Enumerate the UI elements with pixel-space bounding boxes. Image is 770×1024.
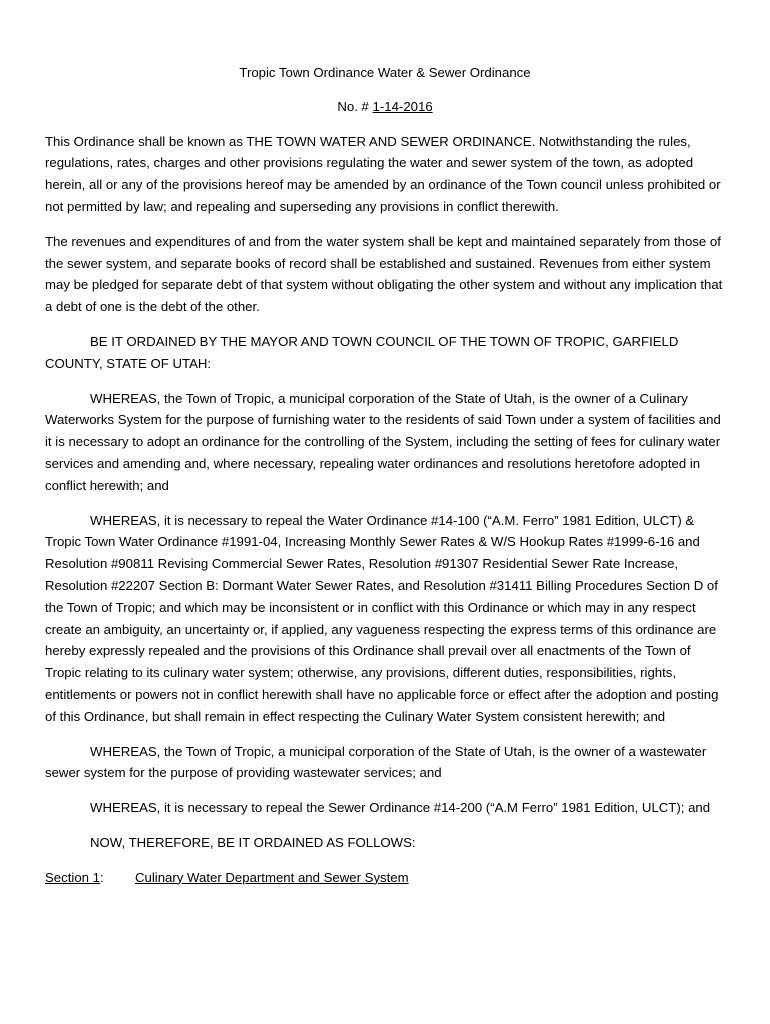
ordinance-number bbox=[45, 96, 725, 118]
paragraph-now-therefore: NOW, THEREFORE, BE IT ORDAINED AS FOLLOWS: bbox=[90, 834, 416, 850]
paragraph-ordained-by: BE IT ORDAINED BY THE MAYOR AND TOWN COUNCIL OF THE TOWN OF TROPIC, GARFIELD COUNTY, STATE OF UTAH: bbox=[45, 333, 679, 371]
paragraph-revenues: The revenues and expenditures of and from the water system shall be kept and maintained separately from those of the sewer system, and separate books of record shall be established and sustained. Revenues from either system may be pledged for separate debt of that system without obligating the other system and without any implication that a debt of one is the debt of the other. bbox=[45, 233, 723, 315]
section-label-wrap bbox=[45, 867, 135, 889]
paragraph-short-title: This Ordinance shall be known as THE TOWN WATER AND SEWER ORDINANCE. Notwithstanding the rules, regulations, rates, charges and other provisions regulating the water and sewer system of the town, as adopted herein, all or any of the provisions hereof may be amended by an ordinance of the Town council unless prohibited or not permitted by law; and repealing and superseding any provisions in conflict therewith. bbox=[45, 133, 721, 214]
paragraph-whereas-culinary: WHEREAS, the Town of Tropic, a municipal corporation of the State of Utah, is the owner of a Culinary Waterworks System for the purpose of furnishing water to the residents of said Town under a system of facilities and it is necessary to adopt an ordinance for the controlling of the System, including the setting of fees for culinary water services and amending and, where necessary, repealing water ordinances and resolutions heretofore adopted in conflict herewith; and bbox=[45, 390, 721, 493]
section-title: Culinary Water Department and Sewer System bbox=[135, 869, 409, 885]
section-label: Section 1 bbox=[45, 869, 100, 885]
section-heading bbox=[45, 867, 725, 889]
paragraph-whereas-wastewater: WHEREAS, the Town of Tropic, a municipal corporation of the State of Utah, is the owner of a wastewater sewer system for the purpose of providing wastewater services; and bbox=[45, 743, 707, 781]
document-page bbox=[45, 62, 725, 889]
paragraph-whereas-repeal-sewer: WHEREAS, it is necessary to repeal the Sewer Ordinance #14-200 (“A.M Ferro” 1981 Edition, ULCT); and bbox=[90, 800, 711, 816]
paragraph-whereas-repeal-water: WHEREAS, it is necessary to repeal the Water Ordinance #14-100 (“A.M. Ferro” 1981 Edition, ULCT) & Tropic Town Water Ordinance #1991-04, Increasing Monthly Sewer Rates & W/S Hookup Rates #1999-6-16 and Resolution #90811 Revising Commercial Sewer Rates, Resolution #91307 Residential Sewer Rate Increase, Resolution #22207 Section B: Dormant Water Sewer Rates, and Resolution #31411 Billing Procedures Section D of the Town of Tropic; and which may be inconsistent or in conflict with this Ordinance or which may in any respect create an ambiguity, an uncertainty or, if applied, any vagueness respecting the express terms of this ordinance are hereby expressly repealed and the provisions of this Ordinance shall prevail over all enactments of the Town of Tropic relating to its culinary water system; otherwise, any provisions, different duties, responsibilities, rights, entitlements or powers not in conflict herewith shall have no applicable force or effect after the adoption and posting of this Ordinance, but shall remain in effect respecting the Culinary Water System consistent herewith; and bbox=[45, 512, 719, 724]
ordinance-number-prefix: No. # bbox=[337, 98, 373, 114]
section-colon: : bbox=[100, 869, 104, 885]
ordinance-number-value: 1-14-2016 bbox=[372, 98, 433, 114]
document-title: Tropic Town Ordinance Water & Sewer Ordinance bbox=[239, 65, 531, 80]
